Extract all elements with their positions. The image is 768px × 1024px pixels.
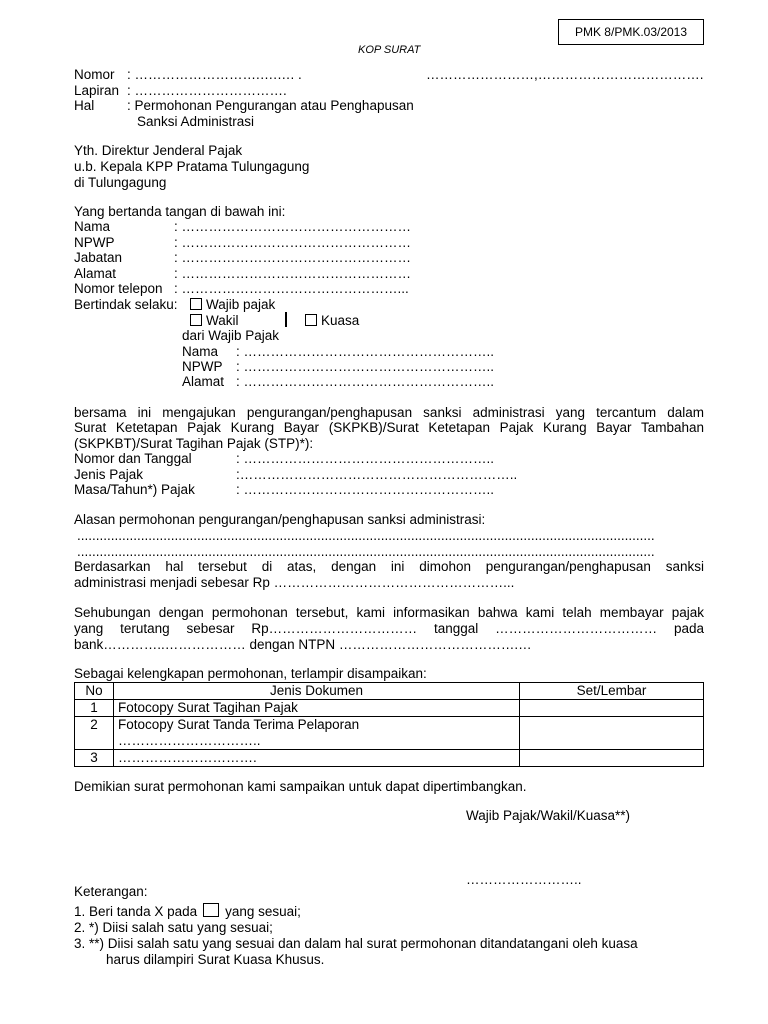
note-3-line2: harus dilampiri Surat Kuasa Khusus.	[106, 952, 325, 967]
signer-npwp-value[interactable]: : ……………………………………………	[174, 235, 412, 250]
note-3	[74, 936, 638, 952]
payment-line3: bank…………..……………… dengan NTPN ………………………………….…	[74, 637, 532, 652]
sub-nama-value[interactable]: : ………………………………………………..	[236, 344, 495, 359]
notes-title: Keterangan:	[74, 884, 148, 899]
hal-line2: Sanksi Administrasi	[137, 114, 255, 129]
address-line1: Yth. Direktur Jenderal Pajak	[74, 143, 243, 158]
req-jenis-label: Jenis Pajak	[74, 467, 144, 482]
row-doc-sub[interactable]: …………………………..	[118, 733, 261, 748]
signer-telepon-label: Nomor telepon	[74, 281, 163, 296]
lampiran-label: Lapiran	[74, 83, 120, 98]
attachments-intro: Sebagai kelengkapan permohonan, terlampir disampaikan:	[74, 666, 427, 681]
pmk-code-box: PMK 8/PMK.03/2013	[558, 19, 704, 45]
reason-dots-2[interactable]: ..........................................................................................................................................................	[77, 544, 655, 559]
address-line2: u.b. Kepala KPP Pratama Tulungagung	[74, 159, 310, 174]
request-line1: bersama ini mengajukan pengurangan/penghapusan sanksi administrasi yang tercantum dalam	[74, 405, 704, 420]
note-3-line1: **) Diisi salah satu yang sesuai dan dalam hal surat permohonan ditandatangani oleh kuasa	[89, 936, 638, 951]
hal-label: Hal	[74, 98, 95, 113]
sub-npwp-label: NPWP	[182, 359, 223, 374]
sub-alamat-label: Alamat	[182, 374, 225, 389]
option-wajib-pajak-label: Wajib pajak	[206, 297, 276, 312]
request-line2: Surat Ketetapan Pajak Kurang Bayar (SKPKB)/Surat Ketetapan Pajak Kurang Bayar Tambahan	[74, 420, 704, 435]
request-line3: (SKPKBT)/Surat Tagihan Pajak (STP)*):	[74, 436, 314, 451]
row-no: 3	[75, 750, 114, 767]
option-wakil[interactable]	[190, 313, 239, 329]
req-jenis-value[interactable]: :……………………………………………………..	[236, 467, 518, 482]
address-line3: di Tulungagung	[74, 175, 167, 190]
sub-npwp-value[interactable]: : ………………………………………………..	[236, 359, 495, 374]
payment-line1: Sehubungan dengan permohonan tersebut, kami informasikan bahwa kami telah membayar pajak	[74, 605, 704, 620]
col-header-jenis: Jenis Dokumen	[114, 683, 520, 700]
dari-wajib-pajak: dari Wajib Pajak	[182, 328, 280, 343]
note-2-number: 2.	[74, 920, 86, 935]
reason-line1: Berdasarkan hal tersebut di atas, dengan ini dimohon pengurangan/penghapusan sanksi	[74, 559, 704, 574]
signature-dots[interactable]: ……………………..	[466, 872, 582, 887]
row-set[interactable]	[520, 700, 704, 717]
signer-intro: Yang bertanda tangan di bawah ini:	[74, 204, 286, 219]
sub-nama-label: Nama	[182, 344, 219, 359]
signer-npwp-label: NPWP	[74, 235, 115, 250]
req-masa-value[interactable]: : ………………………………………………..	[236, 482, 495, 497]
req-nomor-label: Nomor dan Tanggal	[74, 451, 192, 466]
hal-line1: : Permohonan Pengurangan atau Penghapusan	[127, 98, 414, 113]
note-1	[74, 903, 301, 920]
sub-alamat-value[interactable]: : ………………………………………………..	[236, 374, 495, 389]
note-2-text: *) Diisi salah satu yang sesuai;	[89, 920, 273, 935]
signer-nama-value[interactable]: : ……………………………………………	[174, 219, 412, 234]
acting-label: Bertindak selaku:	[74, 297, 178, 312]
closing-text: Demikian surat permohonan kami sampaikan untuk dapat dipertimbangkan.	[74, 779, 527, 794]
attachments-table	[74, 682, 704, 767]
note-2	[74, 920, 273, 936]
col-header-set: Set/Lembar	[520, 683, 704, 700]
table-row	[75, 717, 704, 750]
payment-line2: yang terutang sebesar Rp…………………………… tanggal ……………………………… pada	[74, 621, 704, 636]
table-row	[75, 750, 704, 767]
req-masa-label: Masa/Tahun*) Pajak	[74, 482, 195, 497]
note-1-post: yang sesuai;	[225, 904, 301, 919]
req-nomor-value[interactable]: : ………………………………………………..	[236, 451, 495, 466]
signer-jabatan-value[interactable]: : ……………………………………………	[174, 250, 412, 265]
kop-surat: KOP SURAT	[358, 44, 421, 56]
reason-line2: administrasi menjadi sebesar Rp ……………………………………………...	[74, 575, 515, 590]
signer-alamat-value[interactable]: : ……………………………………………	[174, 266, 412, 281]
place-date: ……………………,……………………………….	[426, 67, 704, 82]
option-kuasa-label: Kuasa	[321, 313, 360, 328]
note-1-number: 1.	[74, 904, 86, 919]
checkbox-icon[interactable]	[190, 314, 202, 326]
row-doc: Fotocopy Surat Tagihan Pajak	[114, 700, 520, 717]
signer-nama-label: Nama	[74, 219, 111, 234]
note-3-number: 3.	[74, 936, 86, 951]
table-row	[75, 700, 704, 717]
row-no: 1	[75, 700, 114, 717]
row-set[interactable]	[520, 750, 704, 767]
signer-jabatan-label: Jabatan	[74, 250, 123, 265]
signer-telepon-value[interactable]: : …………………………………………...	[174, 281, 409, 296]
row-no: 2	[75, 717, 114, 750]
option-wajib-pajak[interactable]	[190, 297, 275, 313]
reason-dots-1[interactable]: ..........................................................................................................................................................	[77, 528, 655, 543]
col-header-no: No	[75, 683, 114, 700]
signer-alamat-label: Alamat	[74, 266, 117, 281]
checkbox-icon[interactable]	[305, 314, 317, 326]
row-set[interactable]	[520, 717, 704, 750]
note-1-pre: Beri tanda X pada	[89, 904, 198, 919]
checkbox-icon	[203, 903, 219, 917]
row-doc	[114, 717, 520, 750]
option-wakil-label: Wakil	[206, 313, 239, 328]
divider-bar	[285, 312, 287, 327]
lampiran-value: : …………………………….	[127, 83, 287, 98]
checkbox-icon[interactable]	[190, 298, 202, 310]
option-kuasa[interactable]	[305, 313, 359, 329]
nomor-label: Nomor	[74, 67, 115, 82]
row-doc[interactable]: ………………………….	[114, 750, 520, 767]
signature-title: Wajib Pajak/Wakil/Kuasa**)	[466, 808, 631, 823]
reason-label: Alasan permohonan pengurangan/penghapusan sanksi administrasi:	[74, 512, 486, 527]
nomor-value: : ……………………….….…. .	[127, 67, 302, 82]
table-header-row	[75, 683, 704, 700]
row-doc-title: Fotocopy Surat Tanda Terima Pelaporan	[118, 717, 360, 732]
